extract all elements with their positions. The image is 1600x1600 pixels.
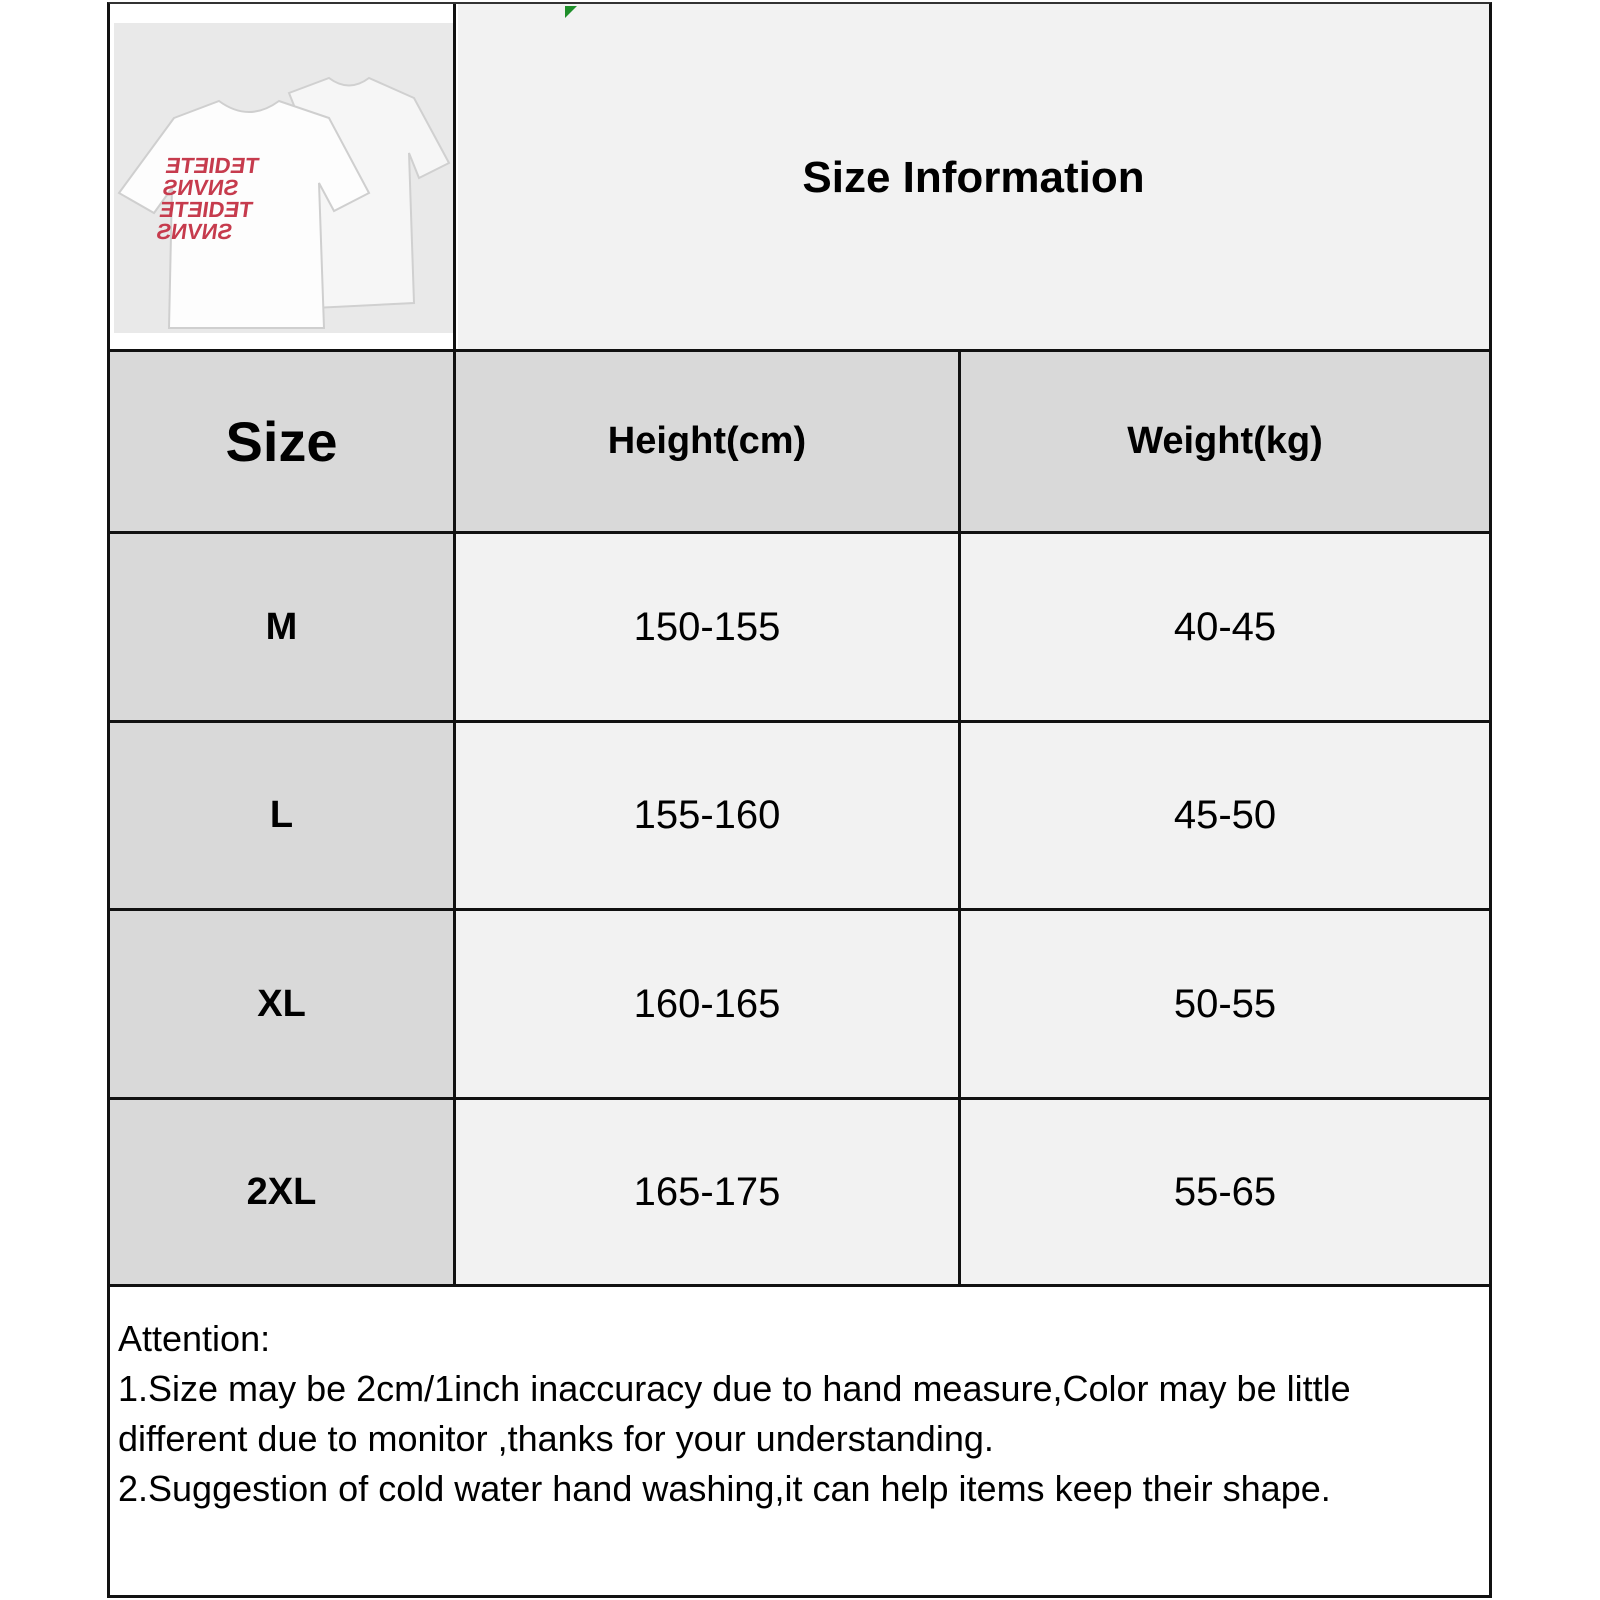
size-label: XL bbox=[257, 982, 306, 1025]
table-row-height bbox=[456, 534, 958, 720]
height-value: 155-160 bbox=[633, 793, 781, 837]
column-header-height: Height(cm) bbox=[607, 420, 807, 462]
size-label: L bbox=[269, 794, 294, 836]
column-header-size: Size bbox=[225, 410, 338, 473]
table-row-size bbox=[110, 911, 453, 1097]
table-row-size bbox=[110, 1100, 453, 1284]
table-row-weight bbox=[961, 723, 1489, 908]
weight-value: 40-45 bbox=[1173, 604, 1277, 649]
product-image-cell bbox=[110, 4, 458, 352]
corner-marker bbox=[565, 6, 577, 18]
attention-notes bbox=[118, 1314, 1478, 1514]
tshirt-image bbox=[114, 23, 454, 333]
weight-value: 45-50 bbox=[1173, 793, 1277, 837]
header-height bbox=[456, 352, 958, 531]
svg-text:ƎTƎIDƎT: ƎTƎIDƎT bbox=[158, 197, 255, 222]
notes-line-3: 2.Suggestion of cold water hand washing,it can help items keep their shape. bbox=[118, 1468, 1331, 1509]
weight-value: 55-65 bbox=[1173, 1169, 1277, 1214]
table-row-height bbox=[456, 1100, 958, 1284]
svg-text:ƧИVИƧ: ƧИVИƧ bbox=[154, 219, 235, 244]
table-row-weight bbox=[961, 911, 1489, 1097]
height-value: 160-165 bbox=[633, 981, 781, 1026]
table-row-size bbox=[110, 534, 453, 720]
table-row-size bbox=[110, 723, 453, 908]
size-label: M bbox=[265, 605, 298, 648]
notes-heading: Attention: bbox=[118, 1318, 271, 1359]
table-row-height bbox=[456, 723, 958, 908]
page-title: Size Information bbox=[802, 153, 1145, 202]
title-cell bbox=[458, 4, 1489, 352]
notes-line-2: different due to monitor ,thanks for your understanding. bbox=[118, 1418, 994, 1459]
table-row-weight bbox=[961, 534, 1489, 720]
notes-line-1: 1.Size may be 2cm/1inch inaccuracy due to hand measure,Color may be little bbox=[118, 1368, 1351, 1409]
size-label: 2XL bbox=[246, 1170, 317, 1213]
column-header-weight: Weight(kg) bbox=[1127, 420, 1323, 462]
header-weight bbox=[961, 352, 1489, 531]
size-chart-sheet bbox=[107, 2, 1492, 1598]
height-value: 165-175 bbox=[633, 1169, 781, 1214]
table-row-weight bbox=[961, 1100, 1489, 1284]
weight-value: 50-55 bbox=[1173, 981, 1277, 1026]
svg-text:ƧИVИƧ: ƧИVИƧ bbox=[161, 175, 241, 200]
header-size bbox=[110, 352, 453, 531]
svg-text:ƎTƎIDƎT: ƎTƎIDƎT bbox=[164, 153, 261, 178]
height-value: 150-155 bbox=[633, 604, 781, 649]
table-row-height bbox=[456, 911, 958, 1097]
